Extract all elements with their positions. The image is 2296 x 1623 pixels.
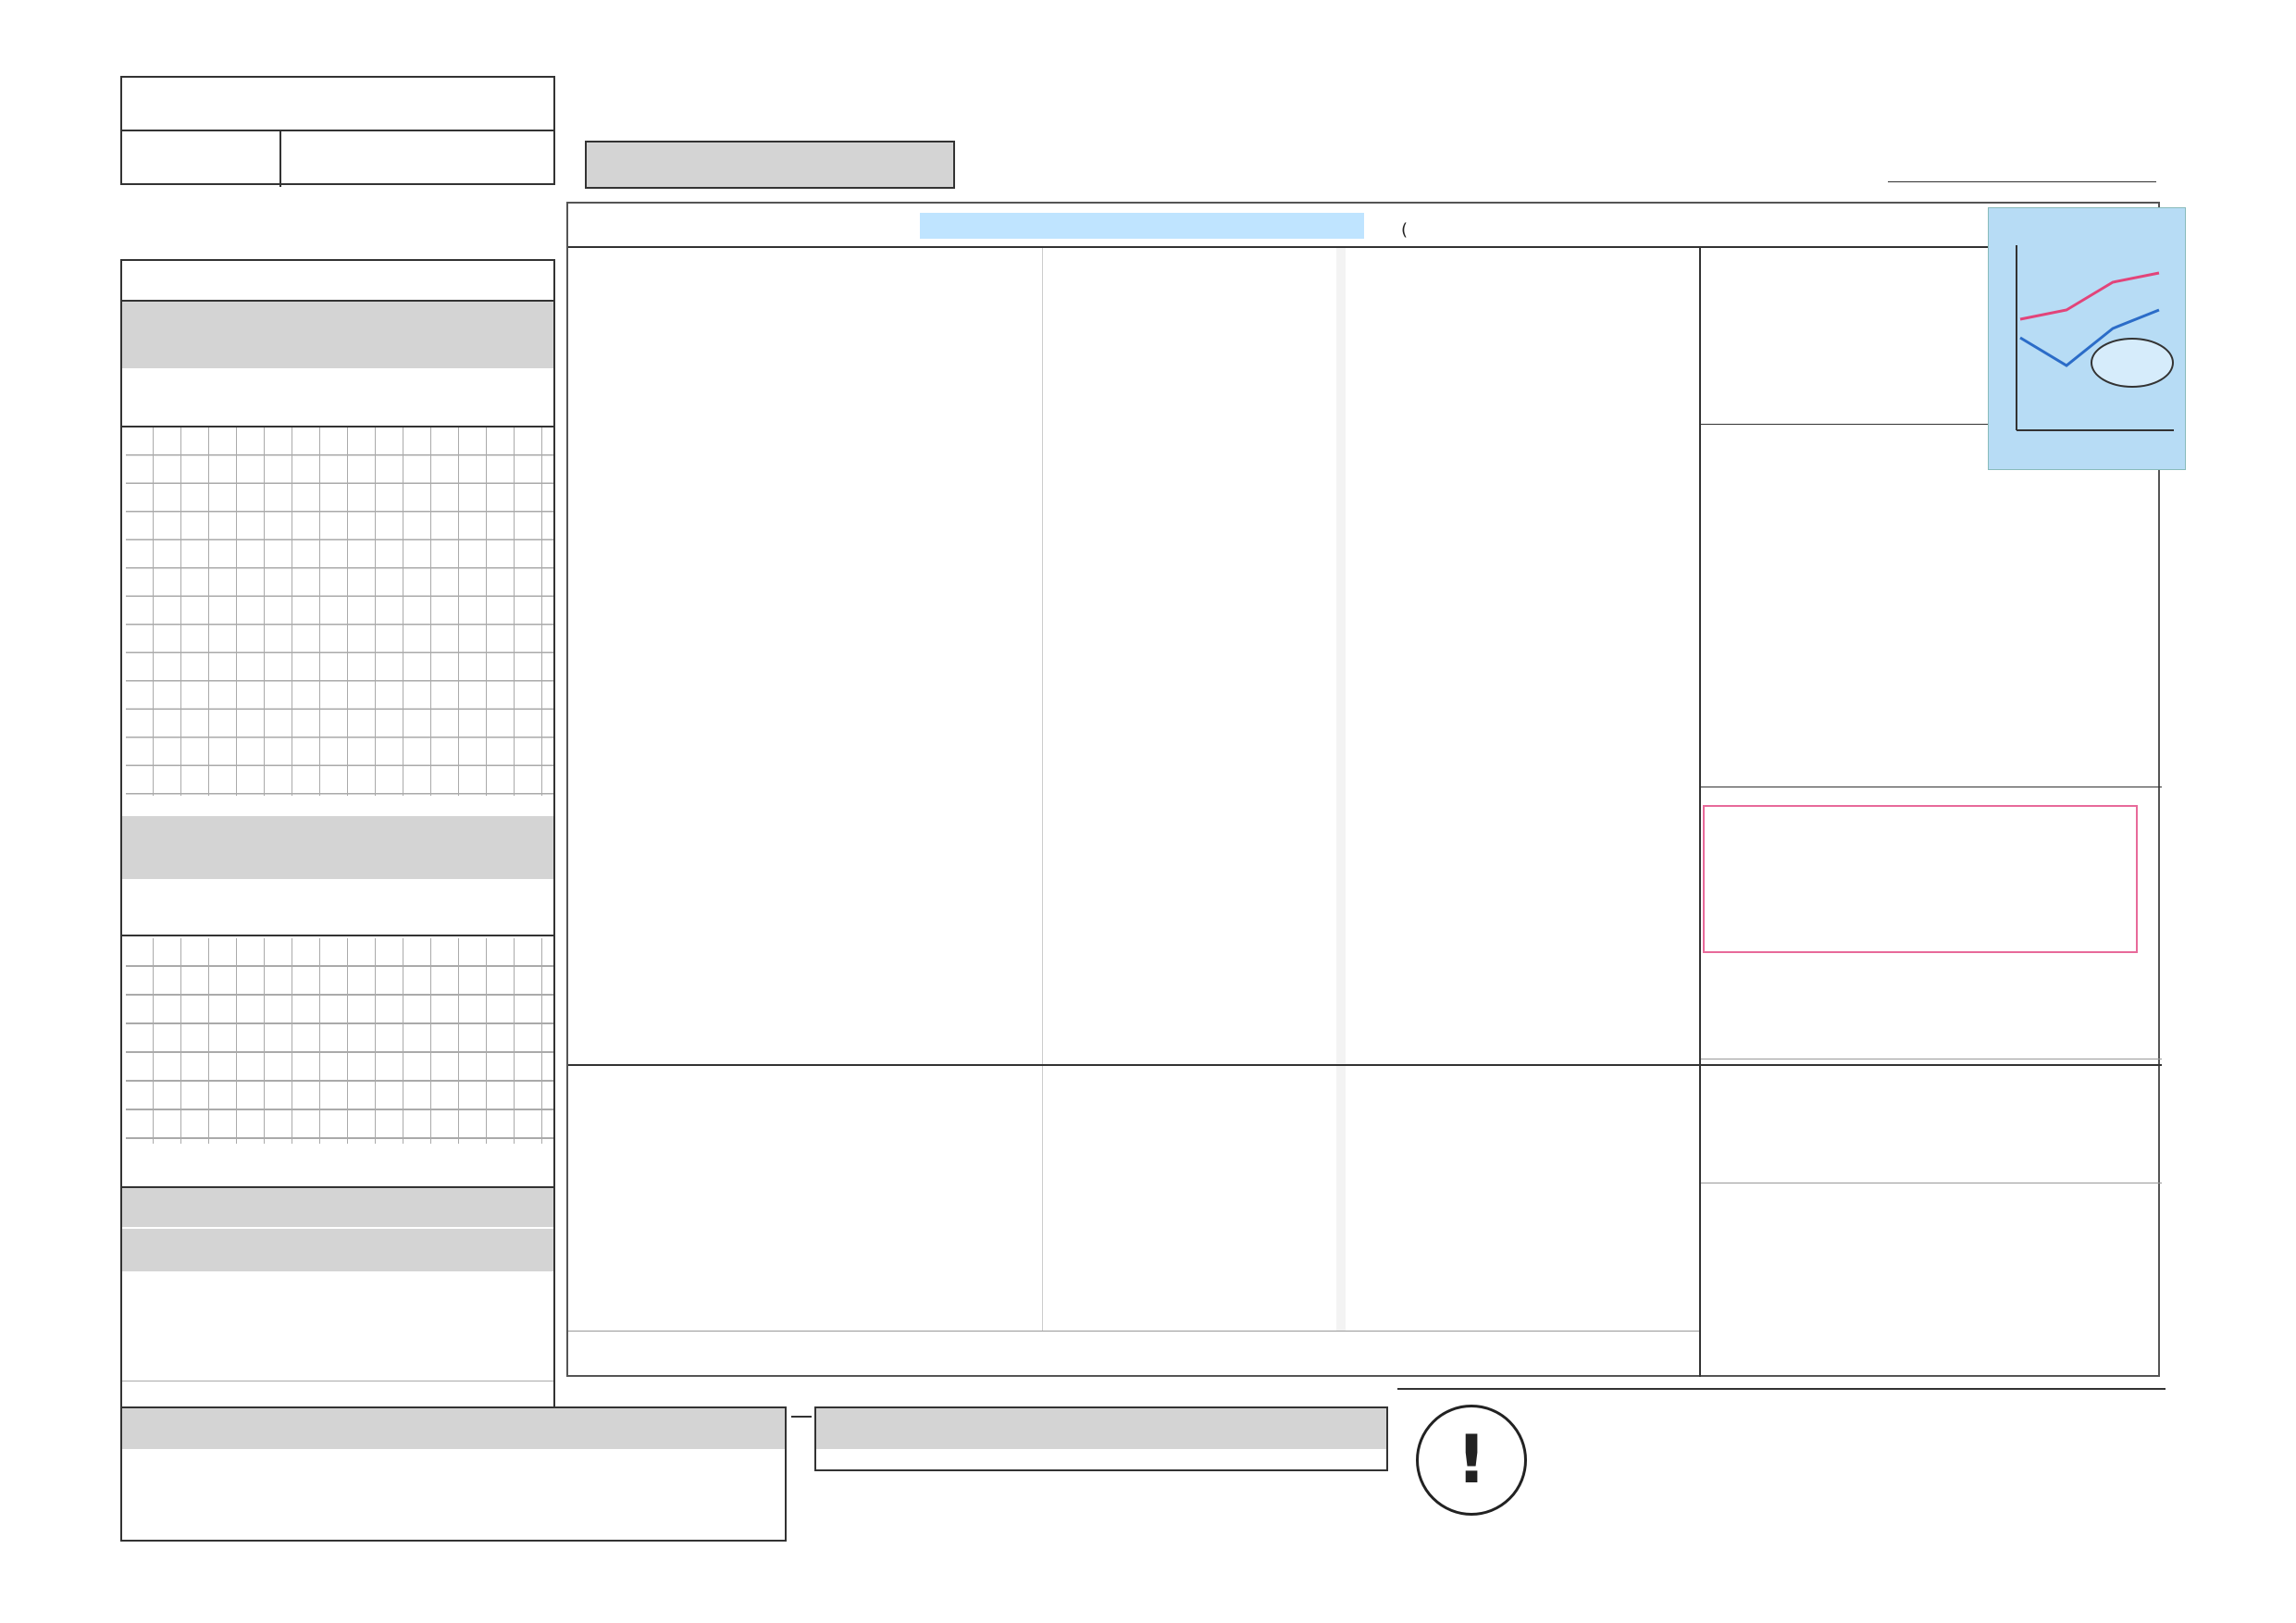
banner-note-highlight (920, 213, 1364, 239)
q1-answer-grid (126, 427, 553, 796)
comment-box (1701, 1183, 2162, 1275)
questions-box (120, 259, 555, 1425)
next-box (1701, 1059, 2162, 1179)
q2-header (122, 816, 553, 879)
arrow-connector (791, 1416, 812, 1418)
chart-note-bubble (2091, 338, 2174, 388)
max-label-bar (568, 1331, 1699, 1379)
warning-icon: ! (1416, 1405, 1527, 1516)
q6-box (814, 1406, 1388, 1471)
progress-line-red (2020, 273, 2159, 319)
countdown-open: ( (1401, 220, 1409, 240)
check-box (1397, 1388, 2166, 1545)
bad-box (1701, 959, 2162, 1053)
progress-sticky-note (1988, 207, 2186, 470)
category-prompt-box (585, 141, 955, 189)
q4-header (122, 1229, 553, 1271)
q5-box (120, 1406, 787, 1542)
q2-answer-grid (126, 938, 553, 1144)
good-box (1703, 805, 2138, 953)
planner-copy (566, 202, 2160, 1377)
q3-header (122, 1186, 553, 1227)
school-info-box (120, 76, 555, 185)
q1-header (122, 302, 553, 368)
